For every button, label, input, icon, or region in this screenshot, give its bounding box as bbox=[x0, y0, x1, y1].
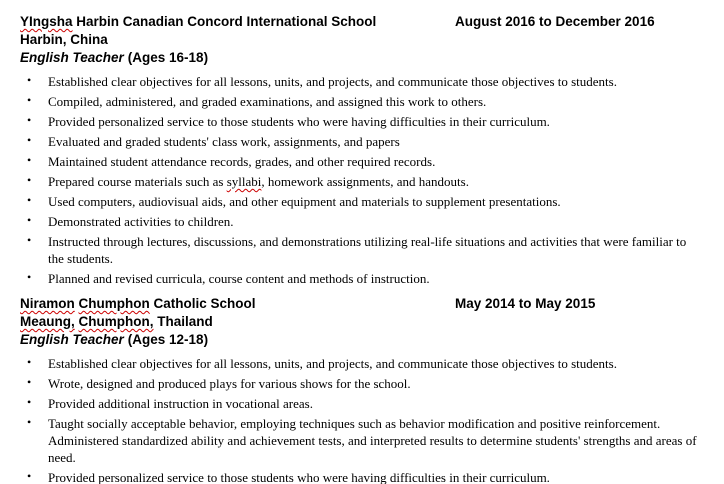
employment-dates: August 2016 to December 2016 bbox=[455, 14, 655, 29]
bullet-icon: • bbox=[27, 113, 32, 127]
bullet-icon: • bbox=[27, 173, 32, 187]
bullet-icon: • bbox=[27, 213, 32, 227]
resume-experience-section bbox=[20, 13, 704, 484]
duty-item bbox=[20, 153, 704, 170]
job-location bbox=[20, 31, 704, 49]
text-segment: Catholic School bbox=[149, 296, 256, 311]
duty-text: Provided personalized service to those students who were having difficulties in their curriculum. bbox=[48, 470, 550, 484]
duty-list bbox=[20, 73, 704, 287]
duty-item bbox=[20, 469, 704, 484]
misspelled-word: syllabi bbox=[226, 174, 262, 189]
bullet-icon: • bbox=[27, 270, 32, 284]
duty-text: Provided additional instruction in vocational areas. bbox=[48, 396, 313, 411]
duty-text: Planned and revised curricula, course content and methods of instruction. bbox=[48, 271, 430, 286]
school-name bbox=[20, 14, 376, 29]
duty-text: Established clear objectives for all lessons, units, and projects, and communicate those objectives to students. bbox=[48, 74, 617, 89]
bullet-icon: • bbox=[27, 375, 32, 389]
text-segment: Harbin, China bbox=[20, 32, 108, 47]
bullet-icon: • bbox=[27, 73, 32, 87]
duty-item bbox=[20, 193, 704, 210]
duty-list bbox=[20, 355, 704, 484]
duty-text: Wrote, designed and produced plays for various shows for the school. bbox=[48, 376, 411, 391]
misspelled-word: Niramon bbox=[20, 296, 75, 311]
duty-text: Evaluated and graded students' class work, assignments, and papers bbox=[48, 134, 400, 149]
text-segment: Harbin Canadian Concord International School bbox=[72, 14, 377, 29]
bullet-icon: • bbox=[27, 193, 32, 207]
duty-text: Instructed through lectures, discussions, and demonstrations utilizing real-life situations and activities that were familiar to the students. bbox=[48, 234, 687, 266]
duty-item bbox=[20, 213, 704, 230]
duty-item bbox=[20, 133, 704, 150]
student-ages: (Ages 16-18) bbox=[127, 50, 209, 65]
duty-item bbox=[20, 233, 704, 267]
text-segment: , homework assignments, and handouts. bbox=[261, 174, 469, 189]
misspelled-word: Chumphon, bbox=[78, 314, 154, 329]
duty-text: Maintained student attendance records, grades, and other required records. bbox=[48, 154, 436, 169]
duty-item bbox=[20, 113, 704, 130]
employment-dates: May 2014 to May 2015 bbox=[455, 296, 596, 311]
job-entry bbox=[20, 13, 704, 287]
duty-item bbox=[20, 355, 704, 372]
bullet-icon: • bbox=[27, 133, 32, 147]
job-header bbox=[20, 13, 704, 31]
job-entry bbox=[20, 295, 704, 484]
bullet-icon: • bbox=[27, 469, 32, 483]
duty-text: Compiled, administered, and graded examinations, and assigned this work to others. bbox=[48, 94, 487, 109]
bullet-icon: • bbox=[27, 355, 32, 369]
duty-text: Used computers, audiovisual aids, and other equipment and materials to supplement presentations. bbox=[48, 194, 561, 209]
duty-item bbox=[20, 73, 704, 90]
duty-item bbox=[20, 415, 704, 466]
bullet-icon: • bbox=[27, 415, 32, 429]
job-header bbox=[20, 295, 704, 313]
text-segment: Thailand bbox=[153, 314, 213, 329]
bullet-icon: • bbox=[27, 233, 32, 247]
duty-text: Provided personalized service to those students who were having difficulties in their curriculum. bbox=[48, 114, 550, 129]
school-name bbox=[20, 296, 256, 311]
student-ages: (Ages 12-18) bbox=[127, 332, 209, 347]
misspelled-word: Meaung, bbox=[20, 314, 75, 329]
text-segment: Prepared course materials such as bbox=[48, 174, 227, 189]
job-location bbox=[20, 313, 704, 331]
bullet-icon: • bbox=[27, 153, 32, 167]
duty-text: Established clear objectives for all lessons, units, and projects, and communicate those objectives to students. bbox=[48, 356, 617, 371]
job-title-line bbox=[20, 49, 704, 67]
job-title: English Teacher bbox=[20, 332, 124, 347]
duty-item bbox=[20, 173, 704, 190]
misspelled-word: YIngsha bbox=[20, 14, 73, 29]
duty-text: Taught socially acceptable behavior, employing techniques such as behavior modification and positive reinforcement. Administered standardized ability and achievement tests, and interpreted results to determine students' strengths and areas of need. bbox=[48, 416, 697, 465]
duty-item bbox=[20, 375, 704, 392]
bullet-icon: • bbox=[27, 395, 32, 409]
duty-item bbox=[20, 93, 704, 110]
duty-text: Demonstrated activities to children. bbox=[48, 214, 234, 229]
duty-item bbox=[20, 270, 704, 287]
bullet-icon: • bbox=[27, 93, 32, 107]
job-title: English Teacher bbox=[20, 50, 124, 65]
job-title-line bbox=[20, 331, 704, 349]
misspelled-word: Chumphon bbox=[78, 296, 150, 311]
duty-item bbox=[20, 395, 704, 412]
duty-text bbox=[48, 174, 469, 189]
